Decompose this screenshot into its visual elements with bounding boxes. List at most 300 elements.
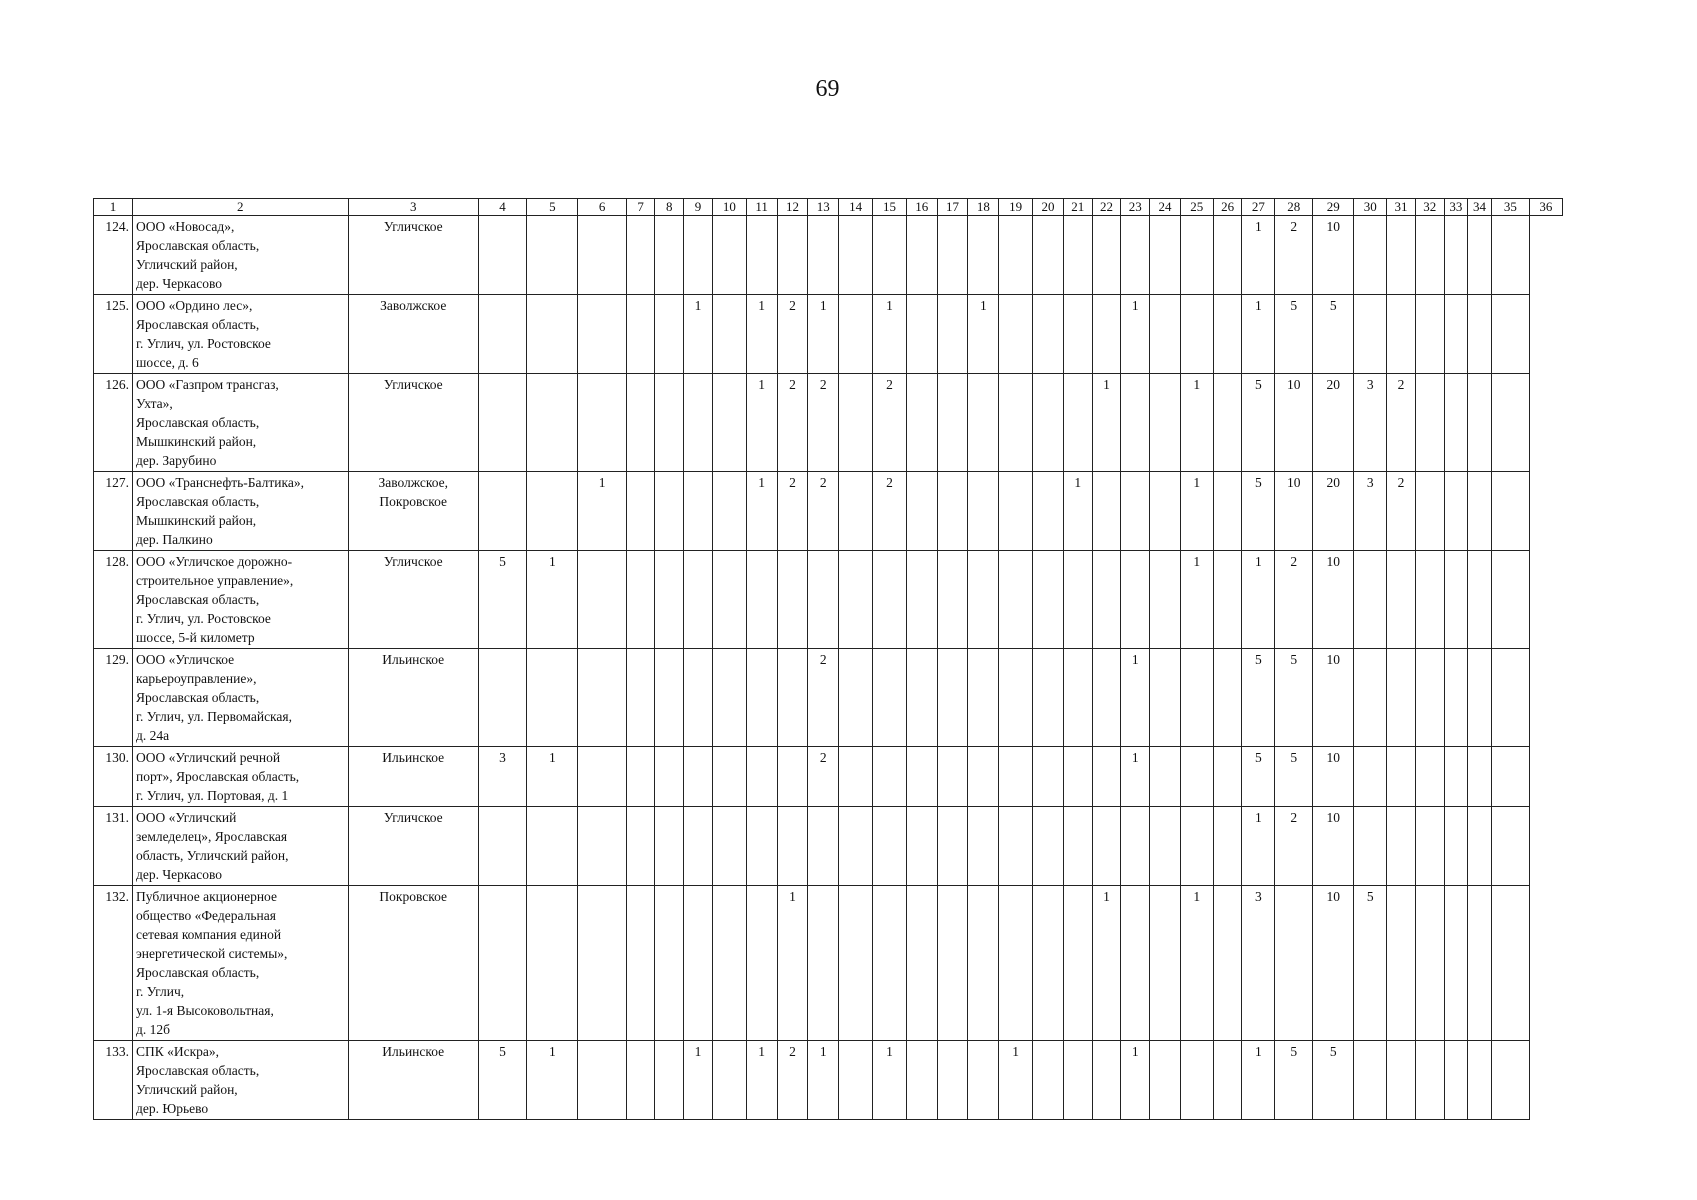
value-cell: [1121, 374, 1150, 472]
value-cell: 1: [1063, 472, 1092, 551]
value-cell: [1468, 747, 1492, 807]
value-cell: [478, 807, 526, 886]
value-cell: [1415, 374, 1444, 472]
table-row: [94, 216, 1563, 295]
value-cell: [1150, 295, 1181, 374]
organization-cell: [133, 807, 349, 886]
value-cell: [527, 295, 578, 374]
value-cell: [1033, 747, 1064, 807]
value-cell: [906, 374, 937, 472]
value-cell: [1150, 747, 1181, 807]
value-cell: [906, 216, 937, 295]
value-cell: [746, 807, 777, 886]
value-cell: 2: [1275, 551, 1313, 649]
value-cell: [1354, 295, 1387, 374]
row-number: 128.: [94, 551, 133, 649]
district-line: Угличское: [383, 377, 443, 392]
table-row: [94, 1041, 1563, 1120]
district-line: Заволжское: [380, 298, 447, 313]
value-cell: [712, 747, 746, 807]
value-cell: 1: [1180, 374, 1213, 472]
value-cell: [1275, 886, 1313, 1041]
column-number-33: 33: [1444, 199, 1468, 216]
value-cell: [478, 374, 526, 472]
value-cell: [1063, 374, 1092, 472]
value-cell: [1468, 472, 1492, 551]
value-cell: [1092, 747, 1121, 807]
district-cell: [348, 216, 478, 295]
column-number-12: 12: [777, 199, 808, 216]
value-cell: 1: [808, 295, 839, 374]
value-cell: [684, 374, 713, 472]
column-number-13: 13: [808, 199, 839, 216]
value-cell: [1354, 1041, 1387, 1120]
value-cell: 2: [808, 747, 839, 807]
value-cell: [746, 886, 777, 1041]
row-number: 130.: [94, 747, 133, 807]
organization-cell: [133, 649, 349, 747]
value-cell: 2: [777, 295, 808, 374]
organization-line: Ярославская область,: [136, 415, 260, 430]
row-number: 131.: [94, 807, 133, 886]
organization-line: г. Углич, ул. Первомайская,: [136, 709, 292, 724]
column-number-8: 8: [655, 199, 684, 216]
value-cell: 1: [746, 1041, 777, 1120]
organization-line: карьероуправление»,: [136, 671, 257, 686]
organization-line: СПК «Искра»,: [136, 1044, 220, 1059]
value-cell: [684, 551, 713, 649]
district-cell: [348, 1041, 478, 1120]
value-cell: [626, 649, 655, 747]
value-cell: [839, 1041, 873, 1120]
value-cell: [968, 1041, 999, 1120]
value-cell: [873, 886, 907, 1041]
organization-line: Публичное акционерное: [136, 889, 277, 904]
organization-cell: [133, 1041, 349, 1120]
value-cell: [777, 807, 808, 886]
value-cell: [626, 886, 655, 1041]
value-cell: 2: [777, 374, 808, 472]
value-cell: 1: [746, 295, 777, 374]
value-cell: [1468, 374, 1492, 472]
value-cell: 5: [1313, 295, 1354, 374]
value-cell: [937, 1041, 968, 1120]
district-line: Ильинское: [382, 1044, 445, 1059]
value-cell: [999, 747, 1033, 807]
district-line: Угличское: [383, 810, 443, 825]
value-cell: [655, 374, 684, 472]
organization-line: общество «Федеральная: [136, 908, 276, 923]
value-cell: 3: [1354, 374, 1387, 472]
page-number: 69: [815, 76, 840, 102]
value-cell: [1063, 216, 1092, 295]
organization-line: Ярославская область,: [136, 1063, 260, 1078]
value-cell: [1150, 551, 1181, 649]
value-cell: [968, 551, 999, 649]
value-cell: 20: [1313, 374, 1354, 472]
value-cell: [1150, 649, 1181, 747]
value-cell: [873, 216, 907, 295]
organization-line: Ухта»,: [136, 396, 173, 411]
value-cell: [1354, 649, 1387, 747]
value-cell: [777, 649, 808, 747]
value-cell: [478, 886, 526, 1041]
value-cell: [712, 1041, 746, 1120]
value-cell: 5: [1242, 649, 1275, 747]
value-cell: 3: [478, 747, 526, 807]
value-cell: [578, 295, 626, 374]
value-cell: 1: [777, 886, 808, 1041]
value-cell: [626, 551, 655, 649]
value-cell: [808, 551, 839, 649]
value-cell: [1150, 1041, 1181, 1120]
value-cell: 1: [1121, 295, 1150, 374]
value-cell: 2: [1275, 807, 1313, 886]
value-cell: [746, 649, 777, 747]
value-cell: [1468, 295, 1492, 374]
value-cell: [1213, 886, 1242, 1041]
organization-line: ООО «Газпром трансгаз,: [136, 377, 279, 392]
value-cell: [1491, 551, 1529, 649]
value-cell: [937, 295, 968, 374]
value-cell: [937, 374, 968, 472]
organization-line: г. Углич, ул. Ростовское: [136, 611, 271, 626]
organization-line: сетевая компания единой: [136, 927, 282, 942]
row-number: 125.: [94, 295, 133, 374]
value-cell: [1444, 472, 1468, 551]
value-cell: [626, 747, 655, 807]
column-number-35: 35: [1491, 199, 1529, 216]
value-cell: [1033, 216, 1064, 295]
value-cell: 5: [1242, 374, 1275, 472]
value-cell: [1092, 551, 1121, 649]
value-cell: 2: [777, 1041, 808, 1120]
column-number-24: 24: [1150, 199, 1181, 216]
value-cell: [906, 1041, 937, 1120]
value-cell: 5: [478, 551, 526, 649]
value-cell: [839, 551, 873, 649]
value-cell: [999, 374, 1033, 472]
value-cell: 3: [1354, 472, 1387, 551]
value-cell: [527, 807, 578, 886]
column-number-2: 2: [133, 199, 349, 216]
value-cell: [1415, 747, 1444, 807]
value-cell: [1387, 295, 1416, 374]
value-cell: 2: [808, 374, 839, 472]
value-cell: [1415, 551, 1444, 649]
value-cell: [937, 807, 968, 886]
value-cell: [1092, 472, 1121, 551]
organization-line: шоссе, 5-й километр: [136, 630, 255, 645]
column-number-4: 4: [478, 199, 526, 216]
district-cell: [348, 807, 478, 886]
value-cell: [712, 551, 746, 649]
value-cell: [1180, 1041, 1213, 1120]
value-cell: [746, 747, 777, 807]
value-cell: 2: [873, 472, 907, 551]
value-cell: 1: [1242, 551, 1275, 649]
column-number-29: 29: [1313, 199, 1354, 216]
column-number-25: 25: [1180, 199, 1213, 216]
value-cell: [527, 374, 578, 472]
value-cell: 1: [1092, 886, 1121, 1041]
value-cell: [1033, 472, 1064, 551]
value-cell: 1: [968, 295, 999, 374]
value-cell: [999, 472, 1033, 551]
value-cell: [712, 807, 746, 886]
value-cell: [712, 886, 746, 1041]
row-number: 126.: [94, 374, 133, 472]
column-number-32: 32: [1415, 199, 1444, 216]
value-cell: 1: [873, 295, 907, 374]
value-cell: [1180, 649, 1213, 747]
value-cell: [712, 295, 746, 374]
value-cell: 2: [808, 472, 839, 551]
value-cell: 5: [1275, 295, 1313, 374]
value-cell: 1: [999, 1041, 1033, 1120]
value-cell: [1121, 886, 1150, 1041]
value-cell: 10: [1313, 551, 1354, 649]
organization-line: Ярославская область,: [136, 965, 260, 980]
district-cell: [348, 886, 478, 1041]
value-cell: [1415, 807, 1444, 886]
value-cell: 1: [873, 1041, 907, 1120]
organization-line: Мышкинский район,: [136, 434, 257, 449]
value-cell: [906, 649, 937, 747]
value-cell: 1: [527, 551, 578, 649]
organization-cell: [133, 374, 349, 472]
district-cell: [348, 472, 478, 551]
value-cell: [1444, 374, 1468, 472]
value-cell: [626, 807, 655, 886]
value-cell: [1354, 551, 1387, 649]
district-line: Заволжское,: [378, 475, 449, 490]
organization-line: дер. Юрьево: [136, 1101, 209, 1116]
organization-line: Ярославская область,: [136, 317, 260, 332]
value-cell: [1491, 374, 1529, 472]
value-cell: [1415, 1041, 1444, 1120]
value-cell: [1121, 216, 1150, 295]
column-number-19: 19: [999, 199, 1033, 216]
value-cell: [777, 216, 808, 295]
value-cell: 1: [1242, 216, 1275, 295]
value-cell: [527, 216, 578, 295]
value-cell: [1468, 649, 1492, 747]
value-cell: [906, 747, 937, 807]
value-cell: [684, 807, 713, 886]
organization-line: ООО «Угличское дорожно-: [136, 554, 293, 569]
value-cell: [1063, 807, 1092, 886]
value-cell: [1033, 295, 1064, 374]
value-cell: [1213, 551, 1242, 649]
organization-line: Ярославская область,: [136, 690, 260, 705]
value-cell: [478, 295, 526, 374]
column-number-9: 9: [684, 199, 713, 216]
value-cell: 20: [1313, 472, 1354, 551]
organization-line: дер. Черкасово: [136, 276, 222, 291]
value-cell: [1063, 747, 1092, 807]
column-number-15: 15: [873, 199, 907, 216]
value-cell: [968, 649, 999, 747]
header-row: [94, 199, 1563, 216]
value-cell: 10: [1275, 374, 1313, 472]
organization-line: г. Углич,: [136, 984, 185, 999]
value-cell: 10: [1313, 216, 1354, 295]
value-cell: 5: [1275, 1041, 1313, 1120]
value-cell: [1063, 1041, 1092, 1120]
value-cell: 2: [1275, 216, 1313, 295]
value-cell: [1491, 747, 1529, 807]
organization-cell: [133, 747, 349, 807]
value-cell: [1150, 374, 1181, 472]
value-cell: [1444, 886, 1468, 1041]
value-cell: [777, 551, 808, 649]
value-cell: [839, 807, 873, 886]
value-cell: [1444, 551, 1468, 649]
column-number-34: 34: [1468, 199, 1492, 216]
value-cell: [712, 649, 746, 747]
value-cell: [1180, 807, 1213, 886]
value-cell: [1033, 649, 1064, 747]
column-number-36: 36: [1529, 199, 1562, 216]
value-cell: [1213, 472, 1242, 551]
value-cell: [1033, 374, 1064, 472]
value-cell: [937, 886, 968, 1041]
value-cell: [1491, 472, 1529, 551]
organization-cell: [133, 472, 349, 551]
column-number-14: 14: [839, 199, 873, 216]
value-cell: [1121, 472, 1150, 551]
value-cell: 5: [1354, 886, 1387, 1041]
value-cell: [684, 472, 713, 551]
value-cell: [1415, 216, 1444, 295]
column-number-3: 3: [348, 199, 478, 216]
value-cell: [746, 551, 777, 649]
value-cell: [1491, 1041, 1529, 1120]
row-number: 127.: [94, 472, 133, 551]
value-cell: [1468, 551, 1492, 649]
value-cell: 1: [1242, 807, 1275, 886]
value-cell: [839, 295, 873, 374]
value-cell: [1444, 649, 1468, 747]
value-cell: [1491, 216, 1529, 295]
value-cell: [1415, 472, 1444, 551]
organization-line: строительное управление»,: [136, 573, 294, 588]
value-cell: 1: [527, 1041, 578, 1120]
district-line: Покровское: [379, 889, 448, 904]
value-cell: 1: [1092, 374, 1121, 472]
organization-cell: [133, 216, 349, 295]
organization-line: земледелец», Ярославская: [136, 829, 288, 844]
organization-line: ООО «Угличский речной: [136, 750, 281, 765]
value-cell: 5: [1275, 649, 1313, 747]
value-cell: [999, 886, 1033, 1041]
value-cell: 1: [1121, 649, 1150, 747]
value-cell: [478, 216, 526, 295]
value-cell: 1: [1180, 472, 1213, 551]
value-cell: [808, 886, 839, 1041]
value-cell: [1354, 807, 1387, 886]
row-number: 133.: [94, 1041, 133, 1120]
column-number-7: 7: [626, 199, 655, 216]
value-cell: [1063, 886, 1092, 1041]
value-cell: 10: [1313, 886, 1354, 1041]
value-cell: 5: [1242, 472, 1275, 551]
column-number-20: 20: [1033, 199, 1064, 216]
value-cell: [873, 807, 907, 886]
value-cell: [1415, 295, 1444, 374]
value-cell: [1444, 295, 1468, 374]
value-cell: [1033, 807, 1064, 886]
value-cell: 1: [684, 1041, 713, 1120]
value-cell: 2: [808, 649, 839, 747]
column-number-1: 1: [94, 199, 133, 216]
value-cell: [1033, 551, 1064, 649]
value-cell: 1: [1242, 295, 1275, 374]
district-cell: [348, 374, 478, 472]
organization-line: ООО «Угличский: [136, 810, 237, 825]
value-cell: [1150, 807, 1181, 886]
organization-line: г. Углич, ул. Ростовское: [136, 336, 271, 351]
value-cell: [1354, 216, 1387, 295]
table-row: [94, 374, 1563, 472]
district-line: Ильинское: [382, 652, 445, 667]
organization-line: Мышкинский район,: [136, 513, 257, 528]
value-cell: [1444, 216, 1468, 295]
table-row: [94, 747, 1563, 807]
value-cell: [527, 472, 578, 551]
value-cell: [655, 747, 684, 807]
value-cell: [1092, 216, 1121, 295]
value-cell: [655, 472, 684, 551]
value-cell: [1092, 649, 1121, 747]
value-cell: [626, 295, 655, 374]
value-cell: [1150, 216, 1181, 295]
value-cell: [684, 747, 713, 807]
value-cell: [1415, 886, 1444, 1041]
value-cell: [578, 649, 626, 747]
value-cell: [712, 374, 746, 472]
value-cell: 1: [1242, 1041, 1275, 1120]
value-cell: [968, 374, 999, 472]
value-cell: [1491, 649, 1529, 747]
organization-line: Угличский район,: [136, 1082, 238, 1097]
organization-line: ООО «Ордино лес»,: [136, 298, 253, 313]
value-cell: [1213, 807, 1242, 886]
value-cell: [937, 472, 968, 551]
column-number-18: 18: [968, 199, 999, 216]
column-number-21: 21: [1063, 199, 1092, 216]
value-cell: [1092, 1041, 1121, 1120]
organization-line: область, Угличский район,: [136, 848, 289, 863]
value-cell: [626, 374, 655, 472]
value-cell: [1387, 807, 1416, 886]
value-cell: [968, 886, 999, 1041]
value-cell: [873, 649, 907, 747]
value-cell: [937, 551, 968, 649]
value-cell: [937, 747, 968, 807]
value-cell: [655, 551, 684, 649]
value-cell: 1: [578, 472, 626, 551]
column-number-5: 5: [527, 199, 578, 216]
value-cell: [1213, 374, 1242, 472]
value-cell: [1444, 1041, 1468, 1120]
value-cell: 1: [808, 1041, 839, 1120]
value-cell: [1387, 886, 1416, 1041]
value-cell: [906, 472, 937, 551]
value-cell: [968, 216, 999, 295]
value-cell: [906, 551, 937, 649]
